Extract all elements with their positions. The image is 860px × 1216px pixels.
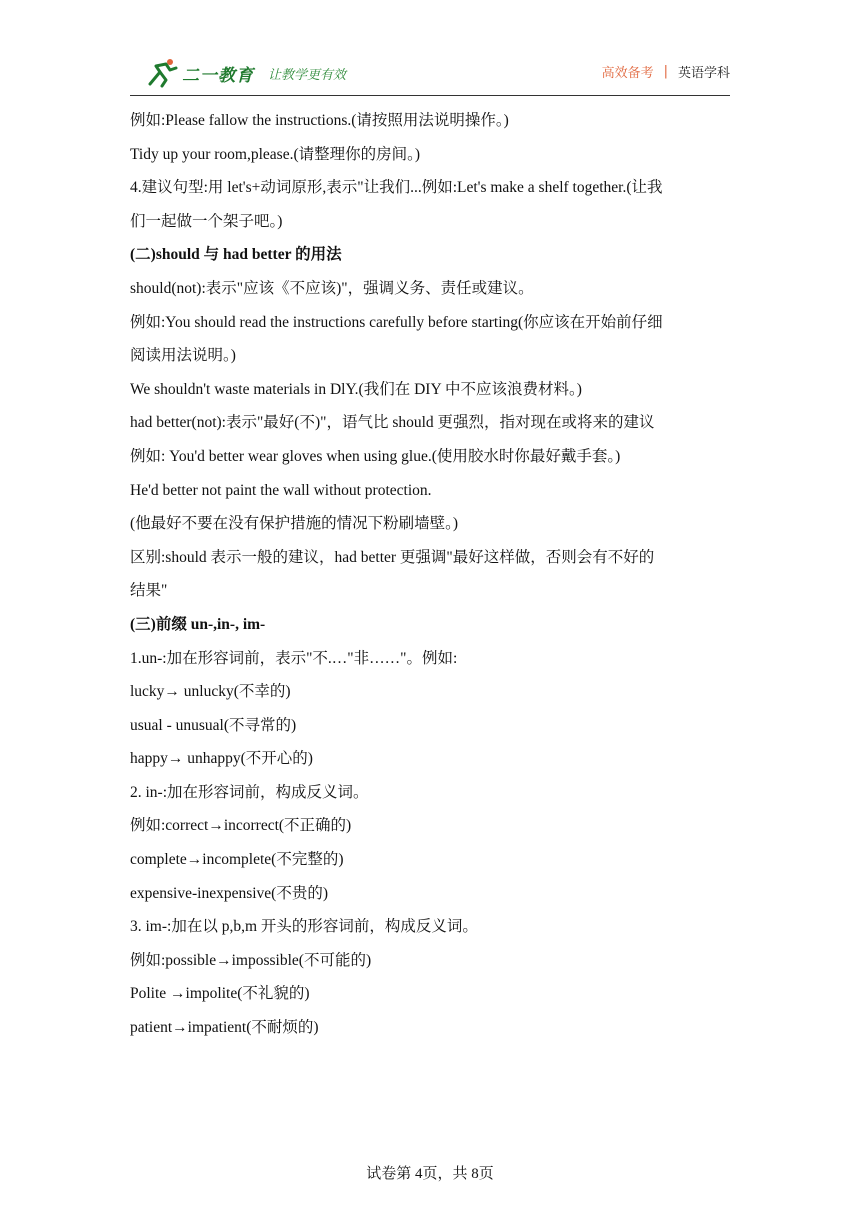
text-line: 2. in-:加在形容词前，构成反义词。 [130, 783, 369, 801]
runner-logo-icon [146, 58, 180, 88]
text-line: 例如: You'd better wear gloves when using glue.(使用胶水时你最好戴手套。) [130, 447, 621, 465]
header-divider [130, 95, 730, 96]
text-line: Polite →impolite(不礼貌的) [130, 985, 310, 1003]
text-line: 例如:You should read the instructions carefully before starting(你应该在开始前仔细 [130, 313, 663, 331]
document-body [130, 104, 732, 1045]
logo-text: 二一教育 [182, 65, 254, 86]
text-line: expensive-inexpensive(不贵的) [130, 884, 328, 902]
text-line: 例如:correct→incorrect(不正确的) [130, 817, 352, 835]
page-footer: 试卷第 4页，共 8页 [366, 1166, 494, 1182]
text-line: 阅读用法说明。) [130, 347, 236, 365]
slogan: 让教学更有效 [268, 67, 347, 83]
text-line: We shouldn't waste materials in DlY.(我们在 DIY 中不应该浪费材料。) [130, 380, 582, 398]
header-subject [602, 62, 730, 81]
logo [146, 58, 346, 88]
text-line: 4.建议句型:用 let's+动词原形,表示"让我们...例如:Let's make a shelf together.(让我 [130, 179, 663, 197]
text-line: He'd better not paint the wall without protection. [130, 481, 432, 499]
text-line: had better(not):表示"最好(不)"，语气比 should 更强烈，指对现在或将来的建议 [130, 414, 655, 432]
text-line: 3. im-:加在以 p,b,m 开头的形容词前，构成反义词。 [130, 918, 478, 936]
header-separator: | [663, 64, 668, 79]
text-line: usual - unusual(不寻常的) [130, 716, 297, 734]
text-line: 区别:should 表示一般的建议，had better 更强调"最好这样做，否则会有不好的 [130, 548, 655, 566]
header-exam-label: 高效备考 [601, 66, 654, 81]
text-line: (他最好不要在没有保护措施的情况下粉刷墙壁。) [130, 515, 459, 533]
text-line: 例如:possible→impossible(不可能的) [130, 951, 372, 969]
text-line: 结果" [130, 582, 168, 600]
section-heading: (三)前缀 un-,in-, im- [130, 615, 266, 633]
text-line: 1.un-:加在形容词前，表示"不.…"非……"。例如: [130, 649, 458, 667]
text-line: should(not):表示"应该《不应该)"，强调义务、责任或建议。 [130, 279, 534, 297]
section-heading: (二)should 与 had better 的用法 [130, 246, 342, 264]
text-line: lucky→ unlucky(不幸的) [130, 683, 291, 701]
text-line: Tidy up your room,please.(请整理你的房间。) [130, 145, 421, 163]
text-line: 例如:Please fallow the instructions.(请按照用法说明操作。) [130, 112, 509, 129]
text-line: happy→ unhappy(不开心的) [130, 750, 313, 768]
header-subject-label: 英语学科 [677, 66, 730, 81]
page-header [130, 52, 730, 96]
text-line: 们一起做一个架子吧。) [130, 212, 283, 230]
text-line: complete→incomplete(不完整的) [130, 851, 344, 869]
text-line: patient→impatient(不耐烦的) [130, 1019, 319, 1037]
